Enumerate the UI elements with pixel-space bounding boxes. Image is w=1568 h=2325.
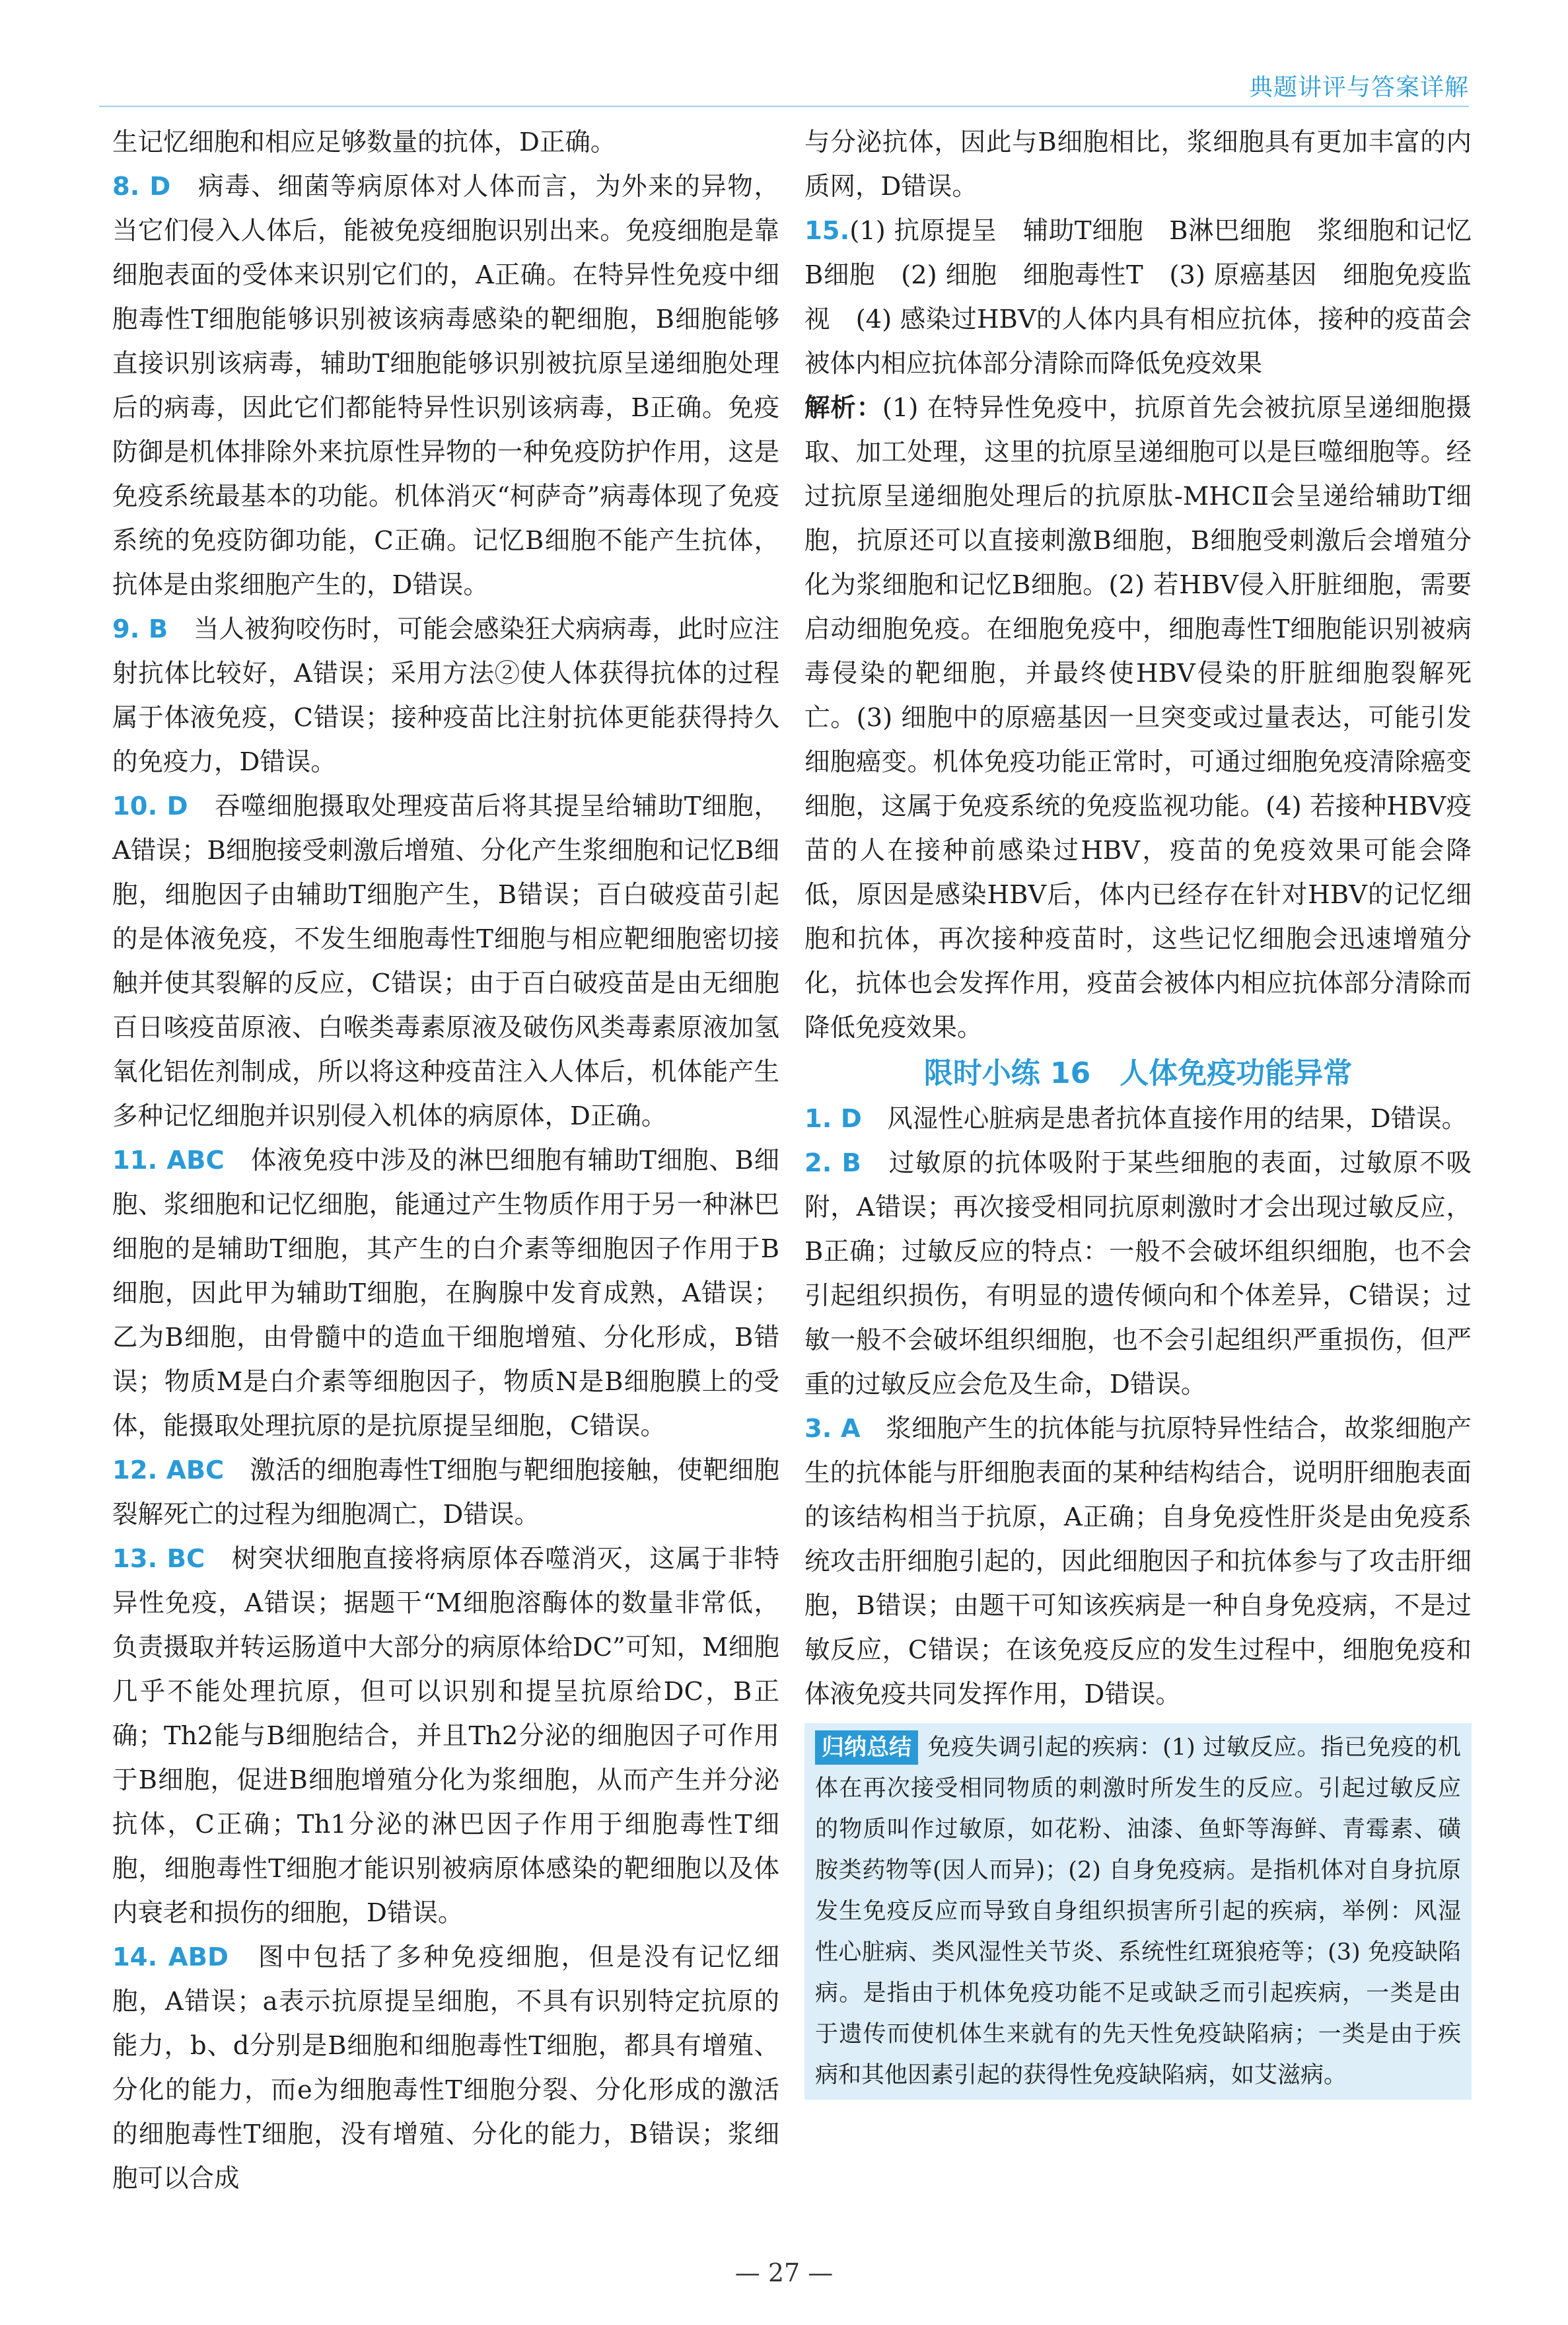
right-column (804, 120, 1472, 2100)
analysis (804, 386, 1472, 1050)
answer-text: 体液免疫中涉及的淋巴细胞有辅助T细胞、B细胞、浆细胞和记忆细胞，能通过产生物质作用于另一种淋巴细胞的是辅助T细胞，其产生的白介素等细胞因子作用于B细胞，因此甲为辅助T细胞，在胸腺中发育成熟，A错误；乙为B细胞，由骨髓中的造血干细胞增殖、分化形成，B错误；物质M是白介素等细胞因子，物质N是B细胞膜上的受体，能摄取处理抗原的是抗原提呈细胞，C错误。 (112, 1146, 779, 1441)
answer-1 (804, 1097, 1472, 1141)
header-divider (99, 106, 1469, 107)
summary-text: 免疫失调引起的疾病：(1) 过敏反应。指已免疫的机体在再次接受相同物质的刺激时所发生的反应。引起过敏反应的物质叫作过敏原，如花粉、油漆、鱼虾等海鲜、青霉素、磺胺类药物等(因人而异)；(2) 自身免疫病。是指机体对自身抗原发生免疫反应而导致自身组织损害所引起的疾病，举例：风湿性心脏病、类风湿性关节炎、系统性红斑狼疮等；(3) 免疫缺陷病。是指由于机体免疫功能不足或缺乏而引起疾病，一类是由于遗传而使机体生来就有的先天性免疫缺陷病；一类是由于疾病和其他因素引起的获得性免疫缺陷病，如艾滋病。 (815, 1734, 1461, 2088)
page-header: 典题讲评与答案详解 (1248, 74, 1469, 101)
answer-number: 12. ABC (112, 1456, 225, 1485)
analysis-label: 解析： (804, 393, 882, 423)
answer-13 (112, 1537, 779, 1935)
answer-text: 过敏原的抗体吸附于某些细胞的表面，过敏原不吸附，A错误；再次接受相同抗原刺激时才会出现过敏反应，B正确；过敏反应的特点：一般不会破坏组织细胞，也不会引起组织损伤，有明显的遗传倾向和个体差异，C错误；过敏一般不会破坏组织细胞，也不会引起组织严重损伤，但严重的过敏反应会危及生命，D错误。 (804, 1148, 1472, 1399)
answer-11 (112, 1138, 779, 1448)
answer-number: 3. A (804, 1414, 861, 1444)
answer-text: 当人被狗咬伤时，可能会感染狂犬病病毒，此时应注射抗体比较好，A错误；采用方法②使人体获得抗体的过程属于体液免疫，C错误；接种疫苗比注射抗体更能获得持久的免疫力，D错误。 (112, 614, 779, 777)
answer-number: 11. ABC (112, 1146, 225, 1175)
answer-text: 风湿性心脏病是患者抗体直接作用的结果，D错误。 (887, 1104, 1468, 1134)
analysis-text: (1) 在特异性免疫中，抗原首先会被抗原呈递细胞摄取、加工处理，这里的抗原呈递细胞可以是巨噬细胞等。经过抗原呈递细胞处理后的抗原肽-MHCⅡ会呈递给辅助T细胞，抗原还可以直接刺激B细胞，B细胞受刺激后会增殖分化为浆细胞和记忆B细胞。(2) 若HBV侵入肝脏细胞，需要启动细胞免疫。在细胞免疫中，细胞毒性T细胞能识别被病毒侵染的靶细胞，并最终使HBV侵染的肝脏细胞裂解死亡。(3) 细胞中的原癌基因一旦突变或过量表达，可能引发细胞癌变。机体免疫功能正常时，可通过细胞免疫清除癌变细胞，这属于免疫系统的免疫监视功能。(4) 若接种HBV疫苗的人在接种前感染过HBV，疫苗的免疫效果可能会降低，原因是感染HBV后，体内已经存在针对HBV的记忆细胞和抗体，再次接种疫苗时，这些记忆细胞会迅速增殖分化，抗体也会发挥作用，疫苗会被体内相应抗体部分清除而降低免疫效果。 (804, 393, 1472, 1043)
answer-8 (112, 165, 779, 607)
answer-text: 浆细胞产生的抗体能与抗原特异性结合，故浆细胞产生的抗体能与肝细胞表面的某种结构结合，说明肝细胞表面的该结构相当于抗原，A正确；自身免疫性肝炎是由免疫系统攻击肝细胞引起的，因此细胞因子和抗体参与了攻击肝细胞，B错误；由题干可知该疾病是一种自身免疫病，不是过敏反应，C错误；在该免疫反应的发生过程中，细胞免疫和体液免疫共同发挥作用，D错误。 (804, 1414, 1472, 1709)
answer-text: 激活的细胞毒性T细胞与靶细胞接触，使靶细胞裂解死亡的过程为细胞凋亡，D错误。 (112, 1456, 779, 1530)
answer-number: 13. BC (112, 1544, 205, 1574)
answer-number: 10. D (112, 792, 188, 821)
answer-text: 吞噬细胞摄取处理疫苗后将其提呈给辅助T细胞，A错误；B细胞接受刺激后增殖、分化产生浆细胞和记忆B细胞，细胞因子由辅助T细胞产生，B错误；百白破疫苗引起的是体液免疫，不发生细胞毒性T细胞与相应靶细胞密切接触并使其裂解的反应，C错误；由于百白破疫苗是由无细胞百日咳疫苗原液、白喉类毒素原液及破伤风类毒素原液加氢氧化铝佐剂制成，所以将这种疫苗注入人体后，机体能产生多种记忆细胞并识别侵入机体的病原体，D正确。 (112, 792, 779, 1131)
answer-text: 树突状细胞直接将病原体吞噬消灭，这属于非特异性免疫，A错误；据题干“M细胞溶酶体的数量非常低，负责摄取并转运肠道中大部分的病原体给DC”可知，M细胞几乎不能处理抗原，但可以识别和提呈抗原给DC，B正确；Th2能与B细胞结合，并且Th2分泌的细胞因子可作用于B细胞，促进B细胞增殖分化为浆细胞，从而产生并分泌抗体，C正确；Th1分泌的淋巴因子作用于细胞毒性T细胞，细胞毒性T细胞才能识别被病原体感染的靶细胞以及体内衰老和损伤的细胞，D错误。 (112, 1544, 779, 1928)
answer-3 (804, 1407, 1472, 1716)
continued-paragraph: 与分泌抗体，因此与B细胞相比，浆细胞具有更加丰富的内质网，D错误。 (804, 128, 1472, 202)
answer-text: (1) 抗原提呈 辅助T细胞 B淋巴细胞 浆细胞和记忆B细胞 (2) 细胞 细胞毒性T (3) 原癌基因 细胞免疫监视 (4) 感染过HBV的人体内具有相应抗体，接种的疫苗会被体内相应抗体部分清除而降低免疫效果 (804, 216, 1472, 379)
continued-paragraph: 生记忆细胞和相应足够数量的抗体，D正确。 (112, 128, 616, 157)
answer-number: 1. D (804, 1104, 862, 1134)
answer-number: 8. D (112, 172, 171, 202)
answer-10 (112, 784, 779, 1138)
answer-9 (112, 607, 779, 784)
left-column (112, 120, 779, 2201)
answer-number: 2. B (804, 1148, 861, 1178)
answer-15 (804, 209, 1472, 386)
answer-number: 14. ABD (112, 1942, 229, 1972)
page-number: — 27 — (734, 2258, 834, 2287)
answer-number: 9. B (112, 614, 168, 644)
summary-tag: 归纳总结 (815, 1730, 918, 1765)
answer-number: 15. (804, 216, 850, 246)
summary-box (804, 1723, 1472, 2100)
answer-14 (112, 1935, 779, 2201)
section-title: 限时小练 16 人体免疫功能异常 (923, 1056, 1353, 1090)
answer-2 (804, 1141, 1472, 1407)
answer-12 (112, 1448, 779, 1537)
answer-text: 病毒、细菌等病原体对人体而言，为外来的异物，当它们侵入人体后，能被免疫细胞识别出来。免疫细胞是靠细胞表面的受体来识别它们的，A正确。在特异性免疫中细胞毒性T细胞能够识别被该病毒感染的靶细胞，B细胞能够直接识别该病毒，辅助T细胞能够识别被抗原呈递细胞处理后的病毒，因此它们都能特异性识别该病毒，B正确。免疫防御是机体排除外来抗原性异物的一种免疫防护作用，这是免疫系统最基本的功能。机体消灭“柯萨奇”病毒体现了免疫系统的免疫防御功能，C正确。记忆B细胞不能产生抗体，抗体是由浆细胞产生的，D错误。 (112, 172, 779, 600)
answer-text: 图中包括了多种免疫细胞，但是没有记忆细胞，A错误；a表示抗原提呈细胞，不具有识别特定抗原的能力，b、d分别是B细胞和细胞毒性T细胞，都具有增殖、分化的能力，而e为细胞毒性T细胞分裂、分化形成的激活的细胞毒性T细胞，没有增殖、分化的能力，B错误；浆细胞可以合成 (112, 1942, 779, 2194)
